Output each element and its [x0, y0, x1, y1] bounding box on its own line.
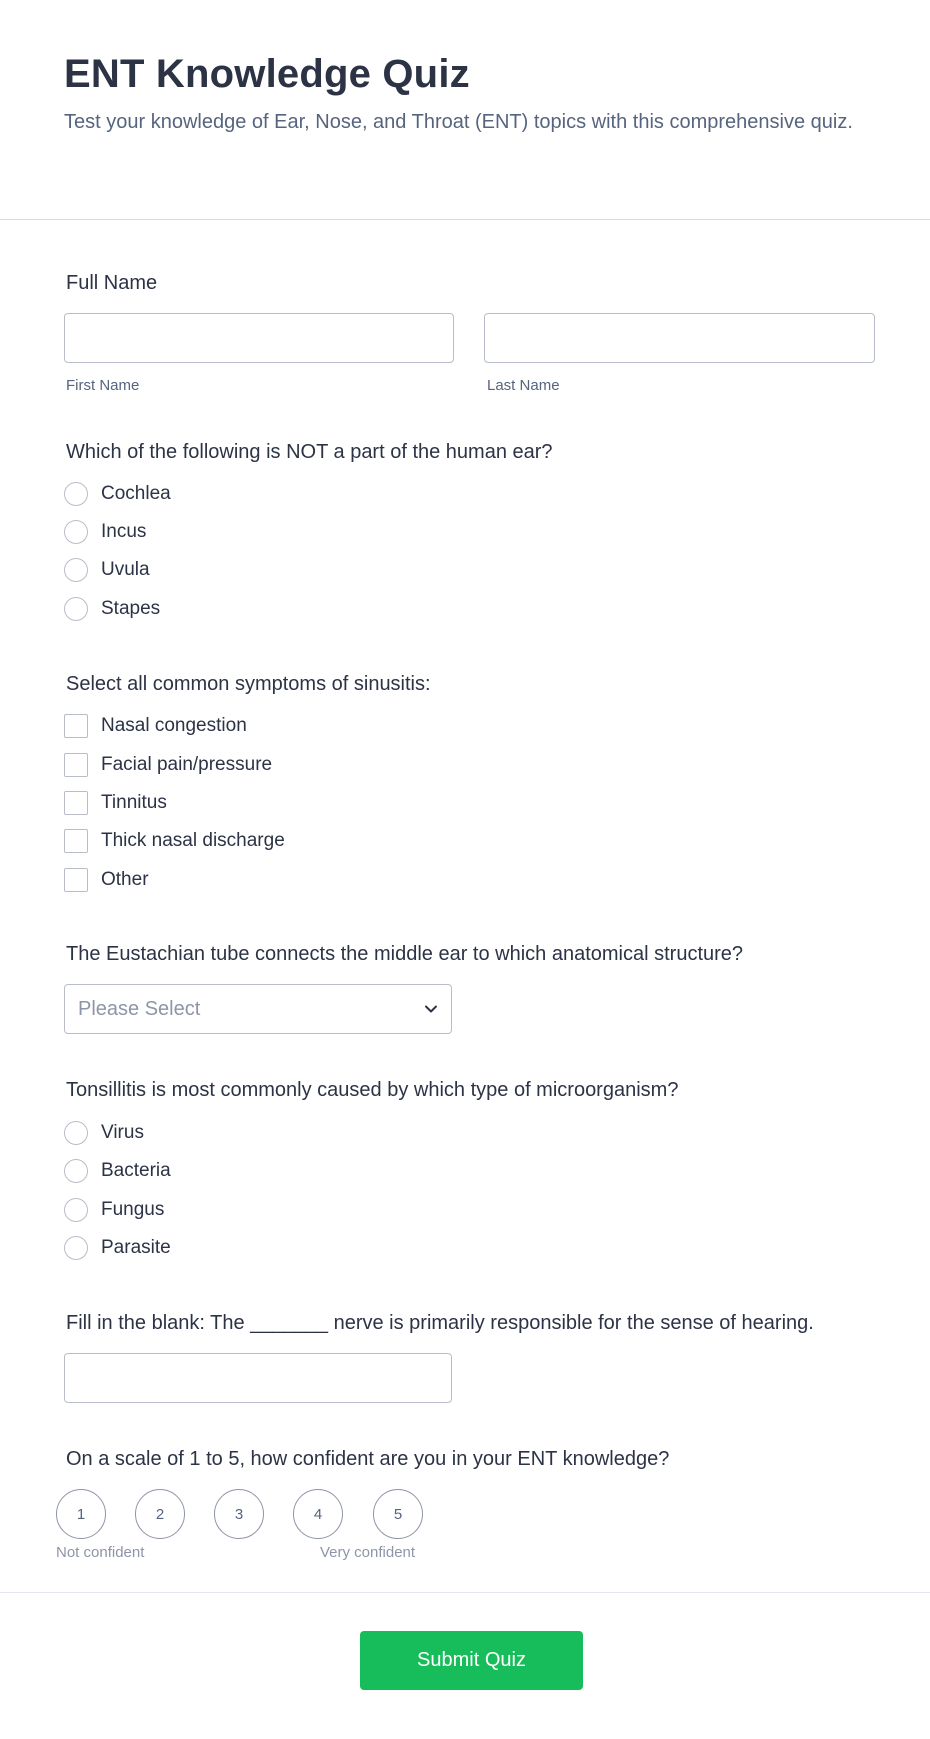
option-label: Cochlea: [101, 483, 171, 504]
first-name-input[interactable]: [64, 313, 454, 363]
option-label: Parasite: [101, 1237, 171, 1258]
form-header: [0, 0, 930, 220]
scale-max-caption: Very confident: [320, 1544, 416, 1561]
checkbox[interactable]: [64, 791, 88, 815]
checkbox[interactable]: [64, 829, 88, 853]
radio-button[interactable]: [64, 1236, 88, 1260]
scale-option-4[interactable]: 4: [293, 1489, 343, 1539]
option-label: Tinnitus: [101, 792, 167, 813]
scale-option-1[interactable]: 1: [56, 1489, 106, 1539]
option-label: Fungus: [101, 1199, 165, 1220]
scale-min-caption: Not confident: [56, 1544, 145, 1561]
option-label: Nasal congestion: [101, 715, 247, 736]
eustachian-select[interactable]: [64, 984, 452, 1034]
option-label: Other: [101, 869, 149, 890]
question-tonsillitis-label: Tonsillitis is most commonly caused by which type of microorganism?: [66, 1079, 679, 1101]
radio-button[interactable]: [64, 1198, 88, 1222]
question-confidence-label: On a scale of 1 to 5, how confident are you in your ENT knowledge?: [66, 1448, 670, 1470]
radio-button[interactable]: [64, 520, 88, 544]
option-label: Facial pain/pressure: [101, 754, 273, 775]
full-name-label: Full Name: [66, 272, 158, 294]
page-subtitle: Test your knowledge of Ear, Nose, and Throat (ENT) topics with this comprehensive quiz.: [64, 111, 853, 133]
radio-button[interactable]: [64, 1121, 88, 1145]
option-label: Incus: [101, 521, 147, 542]
chevron-down-icon: [421, 999, 441, 1019]
radio-button[interactable]: [64, 597, 88, 621]
question-ear-parts-label: Which of the following is NOT a part of the human ear?: [66, 441, 553, 463]
checkbox[interactable]: [64, 868, 88, 892]
select-placeholder: Please Select: [78, 998, 201, 1020]
submit-button[interactable]: Submit Quiz: [360, 1631, 583, 1690]
radio-button[interactable]: [64, 558, 88, 582]
scale-option-5[interactable]: 5: [373, 1489, 423, 1539]
last-name-sublabel: Last Name: [487, 377, 560, 394]
radio-button[interactable]: [64, 482, 88, 506]
checkbox[interactable]: [64, 753, 88, 777]
question-eustachian-label: The Eustachian tube connects the middle ear to which anatomical structure?: [66, 943, 744, 965]
option-label: Uvula: [101, 559, 150, 580]
radio-button[interactable]: [64, 1159, 88, 1183]
option-label: Virus: [101, 1122, 144, 1143]
last-name-input[interactable]: [484, 313, 875, 363]
checkbox[interactable]: [64, 714, 88, 738]
option-label: Stapes: [101, 598, 161, 619]
footer-divider: [0, 1592, 930, 1593]
first-name-sublabel: First Name: [66, 377, 140, 394]
hearing-nerve-input[interactable]: [64, 1353, 452, 1403]
option-label: Thick nasal discharge: [101, 830, 285, 851]
scale-option-2[interactable]: 2: [135, 1489, 185, 1539]
question-hearing-nerve-label: Fill in the blank: The _______ nerve is primarily responsible for the sense of hearing.: [66, 1312, 814, 1334]
scale-option-3[interactable]: 3: [214, 1489, 264, 1539]
question-sinusitis-label: Select all common symptoms of sinusitis:: [66, 673, 431, 695]
page-title: ENT Knowledge Quiz: [64, 52, 470, 96]
option-label: Bacteria: [101, 1160, 171, 1181]
